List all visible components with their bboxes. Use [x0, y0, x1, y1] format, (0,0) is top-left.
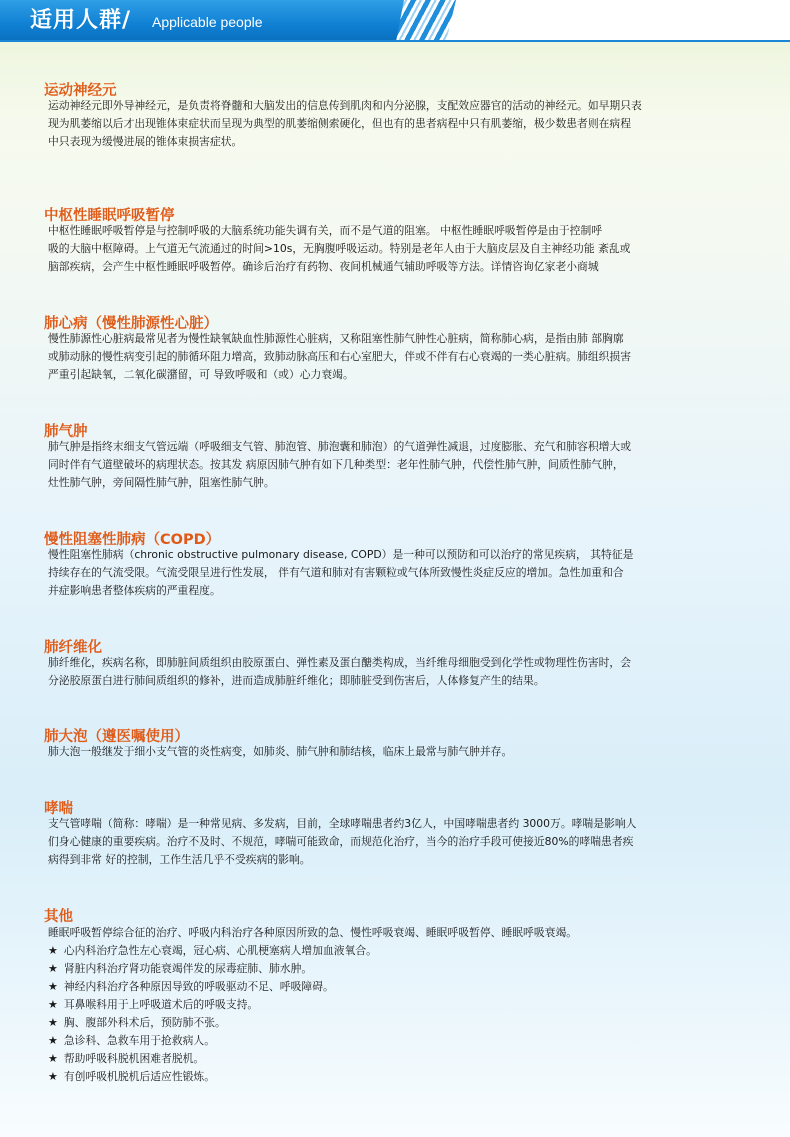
body-line: 病得到非常 好的控制，工作生活几乎不受疾病的影响。 [48, 853, 311, 866]
list-item-text: 胸、腹部外科术后，预防肺不张。 [63, 1016, 226, 1029]
list-item [48, 996, 738, 1014]
body-line: 灶性肺气肿，旁间隔性肺气肿，阻塞性肺气肿。 [48, 476, 275, 489]
star-icon: ★ [48, 962, 58, 975]
star-icon: ★ [48, 944, 58, 957]
star-icon: ★ [48, 1052, 58, 1065]
header-underline [0, 40, 790, 42]
body-line: 运动神经元即外导神经元，是负责将脊髓和大脑发出的信息传到肌肉和内分泌腺，支配效应器官的活动的神经元。如早期只表 [48, 99, 642, 112]
list-item [48, 1068, 738, 1086]
section-title: 哮喘 [44, 801, 73, 817]
other-intro: 睡眠呼吸暂停综合征的治疗、呼吸内科治疗各种原因所致的急、慢性呼吸衰竭、睡眠呼吸暂停、睡眠呼吸衰竭。 [48, 926, 578, 939]
section-title: 肺大泡（遵医嘱使用） [44, 729, 189, 745]
body-line: 肺纤维化，疾病名称，即肺脏间质组织由胶原蛋白、弹性素及蛋白醣类构成，当纤维母细胞受到化学性或物理性伤害时，会 [48, 656, 632, 669]
body-line: 现为肌萎缩以后才出现锥体束症状而呈现为典型的肌萎缩侧索硬化，但也有的患者病程中只有肌萎缩，极少数患者则在病程 [48, 117, 632, 130]
list-item [48, 1032, 738, 1050]
body-line: 同时伴有气道壁破坏的病理状态。按其发 病原因肺气肿有如下几种类型：老年性肺气肿，代偿性肺气肿，间质性肺气肿， [48, 458, 624, 471]
section-title: 肺心病（慢性肺源性心脏） [44, 316, 218, 332]
list-item-text: 耳鼻喉科用于上呼吸道术后的呼吸支持。 [63, 998, 259, 1011]
page-subtitle: Applicable people [152, 14, 263, 30]
section-title: 肺纤维化 [44, 640, 102, 656]
section-title: 其他 [44, 909, 73, 925]
list-item [48, 1050, 738, 1068]
section-title: 肺气肿 [44, 424, 88, 440]
list-item-text: 帮助呼吸科脱机困难者脱机。 [63, 1052, 205, 1065]
body-line: 脑部疾病，会产生中枢性睡眠呼吸暂停。确诊后治疗有药物、夜间机械通气辅助呼吸等方法。详情咨询亿家老小商城 [48, 260, 599, 273]
list-item [48, 942, 738, 960]
section-body [48, 330, 738, 384]
section-title: 中枢性睡眠呼吸暂停 [44, 208, 175, 224]
star-icon: ★ [48, 1016, 58, 1029]
body-line: 慢性肺源性心脏病最常见者为慢性缺氧缺血性肺源性心脏病，又称阻塞性肺气肿性心脏病，简称肺心病，是指由肺 部胸廓 [48, 332, 624, 345]
section-body [48, 222, 738, 276]
other-list [48, 942, 738, 1086]
body-line: 分泌胶原蛋白进行肺间质组织的修补，进而造成肺脏纤维化；即肺脏受到伤害后，人体修复产生的结果。 [48, 674, 545, 687]
header-banner [0, 0, 790, 42]
body-line: 吸的大脑中枢障碍。上气道无气流通过的时间>10s，无胸腹呼吸运动。特别是老年人由于大脑皮层及自主神经功能 紊乱或 [48, 242, 631, 255]
section-body [48, 743, 738, 761]
section-body [48, 438, 738, 492]
list-item-text: 心内科治疗急性左心衰竭，冠心病、心肌梗塞病人增加血液氧合。 [63, 944, 377, 957]
section-body [48, 546, 738, 600]
section-body [48, 924, 738, 1086]
body-line: 或肺动脉的慢性病变引起的肺循环阻力增高，致肺动脉高压和右心室肥大，伴或不伴有右心衰竭的一类心脏病。肺组织损害 [48, 350, 632, 363]
body-line: 支气管哮喘（简称：哮喘）是一种常见病、多发病，目前，全球哮喘患者约3亿人，中国哮喘患者约 3000万。哮喘是影响人 [48, 817, 637, 830]
body-line: 肺大泡一般继发于细小支气管的炎性病变，如肺炎、肺气肿和肺结核，临床上最常与肺气肿并存。 [48, 745, 513, 758]
list-item [48, 960, 738, 978]
page-title: 适用人群/ [30, 8, 132, 33]
list-item-text: 肾脏内科治疗肾功能衰竭伴发的尿毒症肺、肺水肿。 [63, 962, 313, 975]
section-body [48, 97, 738, 151]
header-stripes-decoration [396, 0, 456, 42]
body-line: 中枢性睡眠呼吸暂停是与控制呼吸的大脑系统功能失调有关，而不是气道的阻塞。 中枢性睡眠呼吸暂停是由于控制呼 [48, 224, 603, 237]
section-title: 慢性阻塞性肺病（COPD） [44, 532, 221, 548]
list-item-text: 急诊科、急救车用于抢救病人。 [63, 1034, 216, 1047]
body-line: 严重引起缺氧，二氧化碳潴留，可 导致呼吸和（或）心力衰竭。 [48, 368, 354, 381]
star-icon: ★ [48, 1070, 58, 1083]
body-line: 肺气肿是指终末细支气管远端（呼吸细支气管、肺泡管、肺泡囊和肺泡）的气道弹性减退，过度膨胀、充气和肺容积增大或 [48, 440, 632, 453]
list-item-text: 神经内科治疗各种原因导致的呼吸驱动不足、呼吸障碍。 [63, 980, 334, 993]
body-line: 持续存在的气流受限。气流受限呈进行性发展， 伴有气道和肺对有害颗粒或气体所致慢性炎症反应的增加。急性加重和合 [48, 566, 624, 579]
star-icon: ★ [48, 1034, 58, 1047]
body-line: 慢性阻塞性肺病（chronic obstructive pulmonary disease, COPD）是一种可以预防和可以治疗的常见疾病， 其特征是 [48, 548, 634, 561]
list-item-text: 有创呼吸机脱机后适应性锻炼。 [63, 1070, 216, 1083]
body-line: 并症影响患者整体疾病的严重程度。 [48, 584, 221, 597]
list-item [48, 978, 738, 996]
section-body [48, 815, 738, 869]
section-body [48, 654, 738, 690]
section-title: 运动神经元 [44, 83, 117, 99]
star-icon: ★ [48, 998, 58, 1011]
star-icon: ★ [48, 980, 58, 993]
list-item [48, 1014, 738, 1032]
body-line: 中只表现为缓慢进展的锥体束损害症状。 [48, 135, 243, 148]
body-line: 们身心健康的重要疾病。治疗不及时、不规范，哮喘可能致命，而规范化治疗，当今的治疗手段可使接近80%的哮喘患者疾 [48, 835, 634, 848]
